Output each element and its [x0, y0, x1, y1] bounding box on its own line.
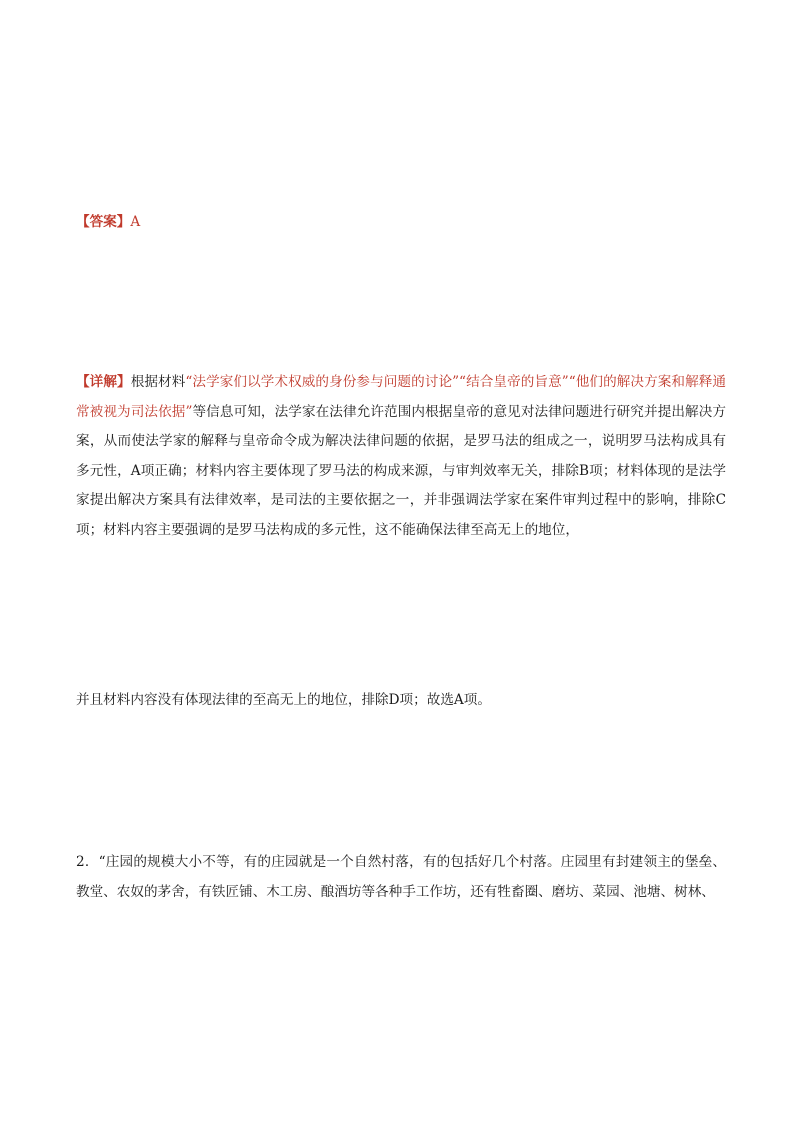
question-2-line-2: 教堂、农奴的茅舍，有铁匠铺、木工房、酿酒坊等各种手工作坊，还有牲畜圈、磨坊、菜园、池塘、树林、 [76, 883, 715, 900]
detail-quote: “法学家们以学术权威的身份参与问题的讨论”“结合皇帝的旨意”“他们的解决方案和解释通常被视为司法依据” [76, 374, 727, 420]
detail-tag: 【详解】 [76, 374, 131, 390]
detail-line-3: 马法构成具有多元性，A项正确；材料内容主要体现了罗马法的构成来源，与审判效率无关，排除B项； [76, 433, 727, 479]
question-2-block [76, 848, 726, 907]
detail-continuation: 并且材料内容没有体现法律的至高无上的地位，排除D项；故选A项。 [76, 692, 491, 708]
detail-line-1: 等信息可知，法学家在法律允许范围内根据皇帝的意见对法律问题进行研究并 [192, 403, 658, 420]
answer-tag: 【答案】 [76, 214, 131, 230]
answer-block [76, 207, 726, 237]
detail-line-4: 材料体现的是法学家提出解决方案具有法律效率，是司法的主要依据之一，并非强调法学家在案件审判过 [76, 462, 727, 508]
question-2-line-1: 2．“庄园的规模大小不等，有的庄园就是一个自然村落，有的包括好几个村落。庄园里有封建领主的堡垒、 [76, 854, 726, 870]
detail-line-2: 提出解决方案，从而使法学家的解释与皇帝命令成为解决法律问题的依据，是罗马法的组成之一，说明罗 [76, 403, 727, 449]
detail-quote-lead: 根据材料 [130, 374, 186, 390]
detail-line-5: 程中的影响，排除C项；材料内容主要强调的是罗马法构成的多元性，这不能确保法律至高无上的地位， [76, 492, 726, 538]
detail-block [76, 368, 726, 545]
answer-value: A [130, 214, 141, 230]
